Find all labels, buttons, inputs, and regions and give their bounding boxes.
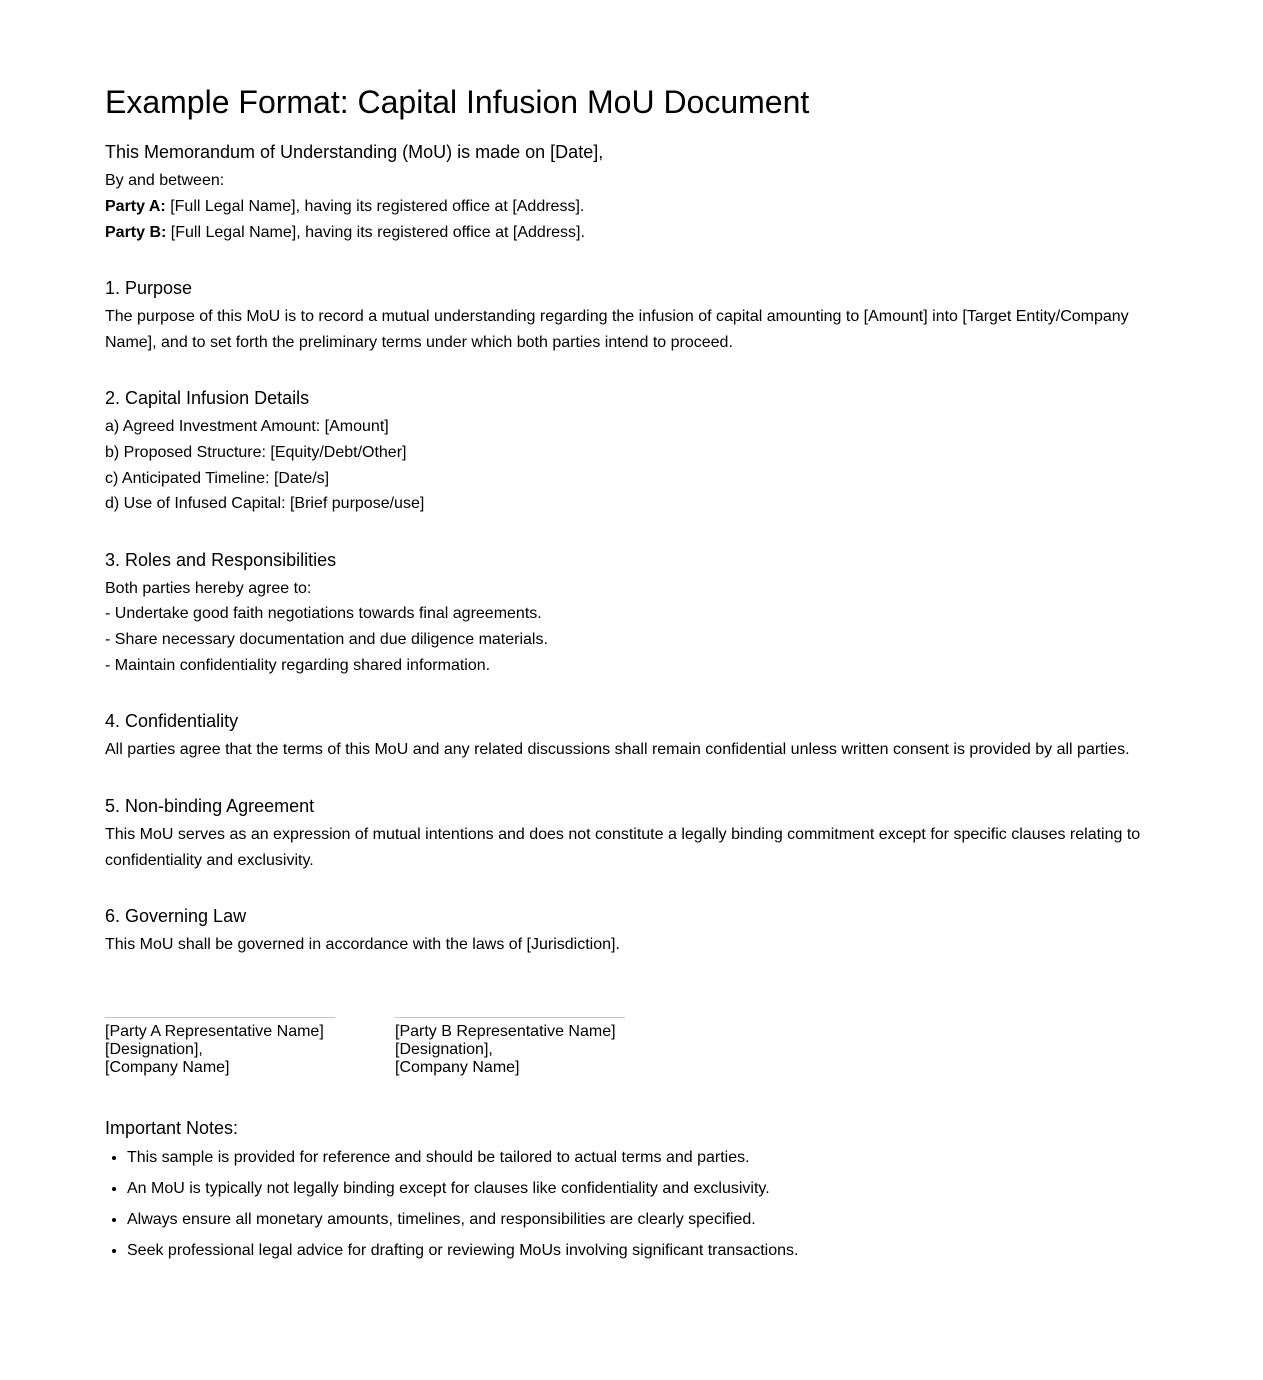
signatory-company: [Company Name] bbox=[395, 1059, 520, 1076]
party-a-label: Party A: bbox=[105, 198, 166, 215]
signatory-designation: [Designation], bbox=[105, 1041, 203, 1058]
signatory-name: [Party A Representative Name] bbox=[105, 1023, 324, 1040]
roles-item: - Maintain confidentiality regarding shared information. bbox=[105, 657, 491, 674]
party-b-label: Party B: bbox=[105, 224, 167, 241]
document-title: Example Format: Capital Infusion MoU Document bbox=[105, 84, 810, 120]
note-item: • An MoU is typically not legally binding except for clauses like confidentiality and exclusivity. bbox=[127, 1176, 1155, 1202]
party-b-text: [Full Legal Name], having its registered office at [Address]. bbox=[166, 224, 585, 241]
notes-list bbox=[105, 1145, 1155, 1269]
section-heading-roles: 3. Roles and Responsibilities bbox=[105, 550, 337, 570]
section-text-purpose: The purpose of this MoU is to record a mutual understanding regarding the infusion of capital amounting to [Amount] into [Target Entity/Company Name], and to set forth the preliminary terms under which both parties intend to proceed. bbox=[105, 308, 1129, 351]
signatory-company: [Company Name] bbox=[105, 1059, 230, 1076]
roles-item: - Share necessary documentation and due diligence materials. bbox=[105, 631, 548, 648]
roles-intro: Both parties hereby agree to: bbox=[105, 580, 312, 597]
section-heading-confidentiality: 4. Confidentiality bbox=[105, 711, 239, 731]
signature-block-party-a bbox=[105, 1017, 335, 1077]
between-line: By and between: bbox=[105, 172, 225, 189]
note-item: • Always ensure all monetary amounts, timelines, and responsibilities are clearly specified. bbox=[127, 1207, 1155, 1233]
party-b-line bbox=[105, 220, 585, 246]
signatory-name: [Party B Representative Name] bbox=[395, 1023, 616, 1040]
section-text-law: This MoU shall be governed in accordance with the laws of [Jurisdiction]. bbox=[105, 936, 620, 953]
party-a-text: [Full Legal Name], having its registered office at [Address]. bbox=[165, 198, 585, 215]
note-item: • This sample is provided for reference and should be tailored to actual terms and parties. bbox=[127, 1145, 1155, 1171]
details-item: a) Agreed Investment Amount: [Amount] bbox=[105, 418, 389, 435]
party-a-line bbox=[105, 194, 584, 220]
details-item: c) Anticipated Timeline: [Date/s] bbox=[105, 470, 330, 487]
section-heading-law: 6. Governing Law bbox=[105, 906, 247, 926]
note-item: • Seek professional legal advice for drafting or reviewing MoUs involving significant transactions. bbox=[127, 1238, 1155, 1264]
section-text-nonbinding: This MoU serves as an expression of mutual intentions and does not constitute a legally binding commitment except for specific clauses relating to confidentiality and exclusivity. bbox=[105, 826, 1141, 869]
details-item: b) Proposed Structure: [Equity/Debt/Other] bbox=[105, 444, 407, 461]
signatory-designation: [Designation], bbox=[395, 1041, 493, 1058]
signature-block-party-b bbox=[395, 1017, 625, 1077]
details-item: d) Use of Infused Capital: [Brief purpose/use] bbox=[105, 495, 425, 512]
section-heading-details: 2. Capital Infusion Details bbox=[105, 388, 310, 408]
roles-item: - Undertake good faith negotiations towards final agreements. bbox=[105, 605, 542, 622]
section-text-confidentiality: All parties agree that the terms of this MoU and any related discussions shall remain confidential unless written consent is provided by all parties. bbox=[105, 741, 1130, 758]
intro-line: This Memorandum of Understanding (MoU) is made on [Date], bbox=[105, 142, 604, 162]
section-heading-purpose: 1. Purpose bbox=[105, 278, 193, 298]
section-heading-nonbinding: 5. Non-binding Agreement bbox=[105, 796, 315, 816]
notes-heading: Important Notes: bbox=[105, 1118, 239, 1138]
